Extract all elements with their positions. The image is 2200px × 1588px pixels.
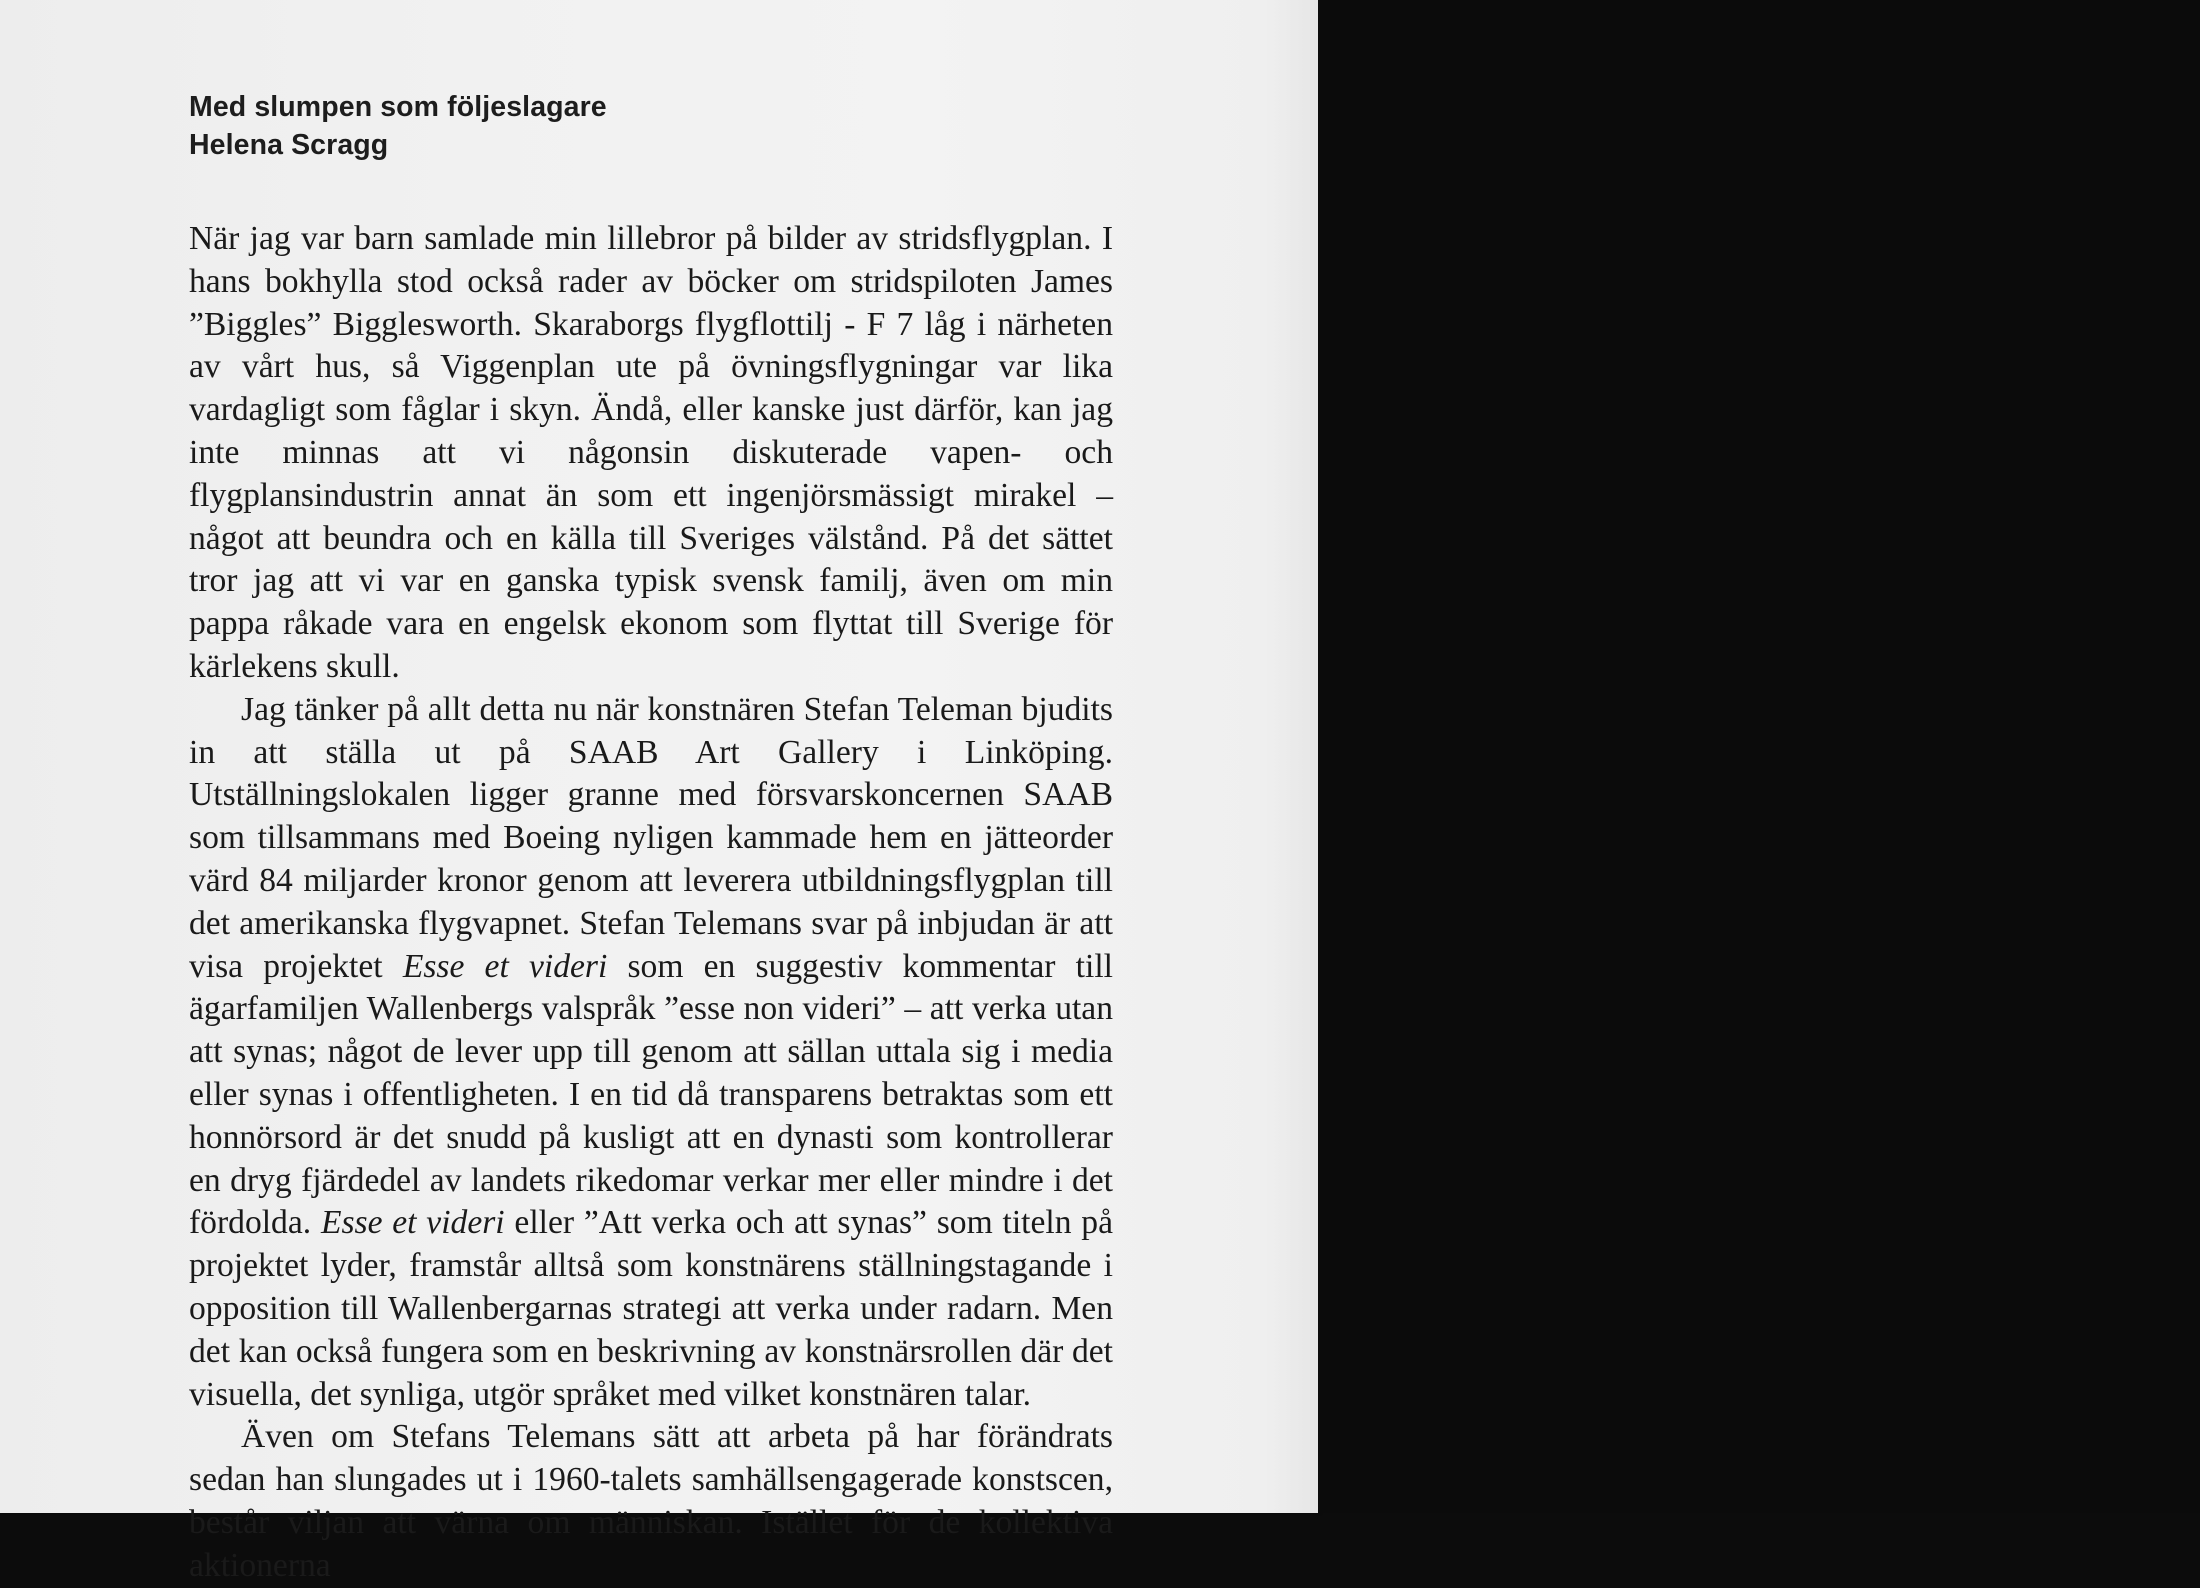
article-body: [189, 218, 1113, 1588]
paragraph-3: Även om Stefans Telemans sätt att arbeta på har förändrats sedan han slungades ut i 1960-talets samhällsengagerade konstscen, består viljan att värna om människan. Istället för de kollektiva aktionerna: [189, 1418, 1113, 1584]
paragraph-2: [189, 689, 1113, 1417]
italic-title-esse-et-videri-2: Esse et videri: [320, 1204, 505, 1242]
article-heading: [189, 88, 607, 164]
dark-background: [1318, 0, 2200, 1513]
article-title: Med slumpen som följeslagare: [189, 91, 607, 123]
paragraph-2-part-c: eller ”Att verka och att synas” som titeln på projektet lyder, framstår alltså som konstnärens ställningstagande i opposition till Wallenbergarnas strategi att verka under radarn. Men det kan också fungera som en beskrivning av konstnärsrollen där det visuella, det synliga, utgör språket med vilket konstnären talar.: [189, 1204, 1113, 1413]
paragraph-2-part-a: Jag tänker på allt detta nu när konstnären Stefan Teleman bjudits in att ställa ut på SAAB Art Gallery i Linköping. Utställningslokalen ligger granne med försvarskoncernen SAAB som tillsammans med Boeing nyligen kammade hem en jätteorder värd 84 miljarder kronor genom att leverera utbildningsflygplan till det amerikanska flygvapnet. Stefan Telemans svar på inbjudan är att visa projektet: [189, 690, 1113, 985]
italic-title-esse-et-videri: Esse et videri: [402, 947, 608, 985]
paragraph-1: När jag var barn samlade min lillebror på bilder av stridsflygplan. I hans bokhylla stod också rader av böcker om stridspiloten James ”Biggles” Bigglesworth. Skaraborgs flygflottilj - F 7 låg i närheten av vårt hus, så Viggenplan ute på övningsflygningar var lika vardagligt som fåglar i skyn. Ändå, eller kanske just därför, kan jag inte minnas att vi någonsin diskuterade vapen- och flygplansindustrin annat än som ett ingenjörsmässigt mirakel – något att beundra och en källa till Sveriges välstånd. På det sättet tror jag att vi var en ganska typisk svensk familj, även om min pappa råkade vara en engelsk ekonom som flyttat till Sverige för kärlekens skull.: [189, 220, 1113, 685]
article-author: Helena Scragg: [189, 129, 389, 161]
paragraph-2-part-b: som en suggestiv kommentar till ägarfamiljen Wallenbergs valspråk ”esse non videri” – att verka utan att synas; något de lever upp till genom att sällan uttala sig i media eller synas i offentligheten. I en tid då transparens betraktas som ett honnörsord är det snudd på kusligt att en dynasti som kontrollerar en dryg fjärdedel av landets rikedomar verkar mer eller mindre i det fördolda.: [189, 947, 1113, 1242]
